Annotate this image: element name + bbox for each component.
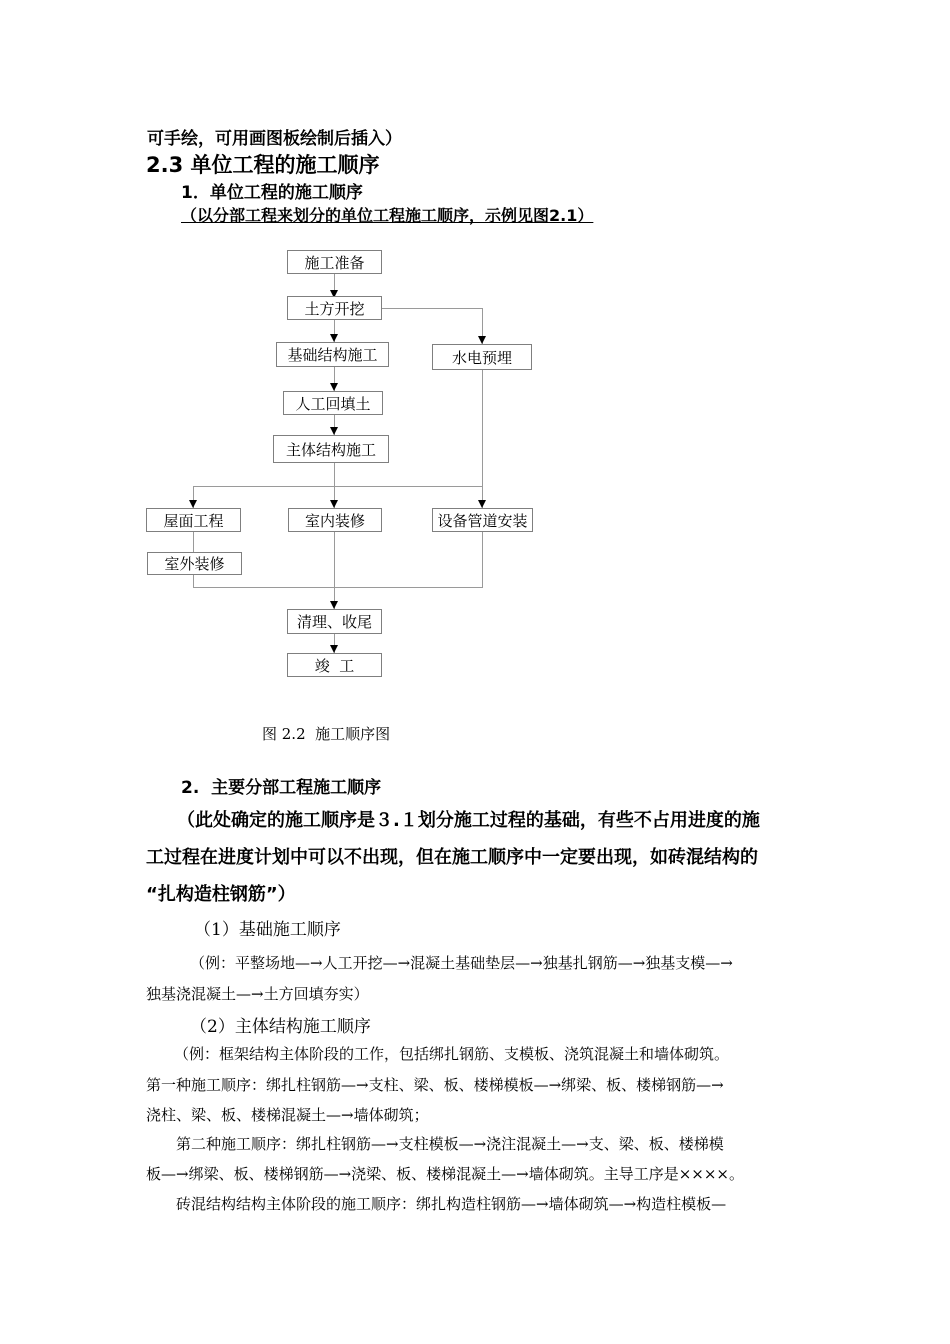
item-2-line-3: 浇柱、梁、板、楼梯混凝土—→墙体砌筑； bbox=[146, 1106, 429, 1124]
item-2-title: （2）主体结构施工顺序 bbox=[190, 1017, 371, 1037]
node-interior-decoration: 室内装修 bbox=[288, 508, 382, 532]
section-title: 2.3 单位工程的施工顺序 bbox=[146, 153, 380, 177]
connector-line bbox=[193, 575, 194, 587]
node-construction-prep: 施工准备 bbox=[287, 250, 382, 274]
item-1-title: （1）基础施工顺序 bbox=[194, 920, 341, 940]
item-2-line-6: 砖混结构结构主体阶段的施工顺序：绑扎构造柱钢筋—→墙体砌筑—→构造柱模板— bbox=[176, 1195, 727, 1213]
node-plumbing-electrical-embed: 水电预埋 bbox=[432, 344, 532, 370]
intro-line: 可手绘，可用画图板绘制后插入） bbox=[147, 129, 402, 149]
subsection-2-note-line-2: 工过程在进度计划中可以不出现，但在施工顺序中一定要出现，如砖混结构的 bbox=[146, 847, 758, 868]
connector-line bbox=[381, 308, 482, 309]
arrow-head bbox=[330, 645, 338, 653]
node-foundation-structure: 基础结构施工 bbox=[276, 342, 389, 367]
item-2-line-5: 板—→绑梁、板、楼梯钢筋—→浇梁、板、楼梯混凝土—→墙体砌筑。主导工序是××××。 bbox=[146, 1165, 744, 1183]
node-roof-works: 屋面工程 bbox=[146, 508, 241, 532]
node-completion: 竣 工 bbox=[287, 653, 382, 677]
node-equipment-piping: 设备管道安装 bbox=[432, 508, 533, 532]
item-1-line-2: 独基浇混凝土—→土方回填夯实） bbox=[146, 985, 369, 1003]
subsection-1-title: 1．单位工程的施工顺序 bbox=[181, 183, 363, 203]
arrow-head bbox=[478, 336, 486, 344]
node-cleanup-finish: 清理、收尾 bbox=[287, 609, 382, 634]
arrow-head bbox=[330, 383, 338, 391]
arrow-head bbox=[330, 601, 338, 609]
node-earth-excavation: 土方开挖 bbox=[287, 296, 382, 320]
subsection-2-note-line-3: “扎构造柱钢筋”） bbox=[146, 884, 296, 905]
connector-line bbox=[193, 486, 483, 487]
subsection-1-note: （以分部工程来划分的单位工程施工顺序，示例见图2.1） bbox=[181, 206, 594, 225]
arrow-head bbox=[330, 500, 338, 508]
node-exterior-decoration: 室外装修 bbox=[147, 552, 242, 575]
item-2-line-4: 第二种施工顺序：绑扎柱钢筋—→支柱模板—→浇注混凝土—→支、梁、板、楼梯模 bbox=[176, 1135, 724, 1153]
subsection-2-title: 2. 主要分部工程施工顺序 bbox=[181, 778, 382, 798]
connector-line bbox=[482, 370, 483, 508]
subsection-2-note-line-1: （此处确定的施工顺序是３.１划分施工过程的基础，有些不占用进度的施 bbox=[177, 810, 760, 831]
connector-line bbox=[193, 587, 483, 588]
item-2-line-2: 第一种施工顺序：绑扎柱钢筋—→支柱、梁、板、楼梯模板—→绑梁、板、楼梯钢筋—→ bbox=[146, 1076, 724, 1094]
connector-line bbox=[193, 532, 194, 552]
arrow-head bbox=[189, 500, 197, 508]
arrow-head bbox=[478, 500, 486, 508]
item-2-line-1: （例：框架结构主体阶段的工作，包括绑扎钢筋、支模板、浇筑混凝土和墙体砌筑。 bbox=[174, 1045, 730, 1063]
arrow-head bbox=[330, 427, 338, 435]
connector-line bbox=[334, 532, 335, 609]
arrow-head bbox=[330, 334, 338, 342]
connector-line bbox=[482, 532, 483, 588]
figure-caption: 图 2.2 施工顺序图 bbox=[262, 725, 391, 743]
node-manual-backfill: 人工回填土 bbox=[283, 391, 383, 415]
item-1-line-1: （例：平整场地—→人工开挖—→混凝土基础垫层—→独基扎钢筋—→独基支模—→ bbox=[190, 954, 733, 972]
node-main-structure: 主体结构施工 bbox=[273, 435, 389, 463]
